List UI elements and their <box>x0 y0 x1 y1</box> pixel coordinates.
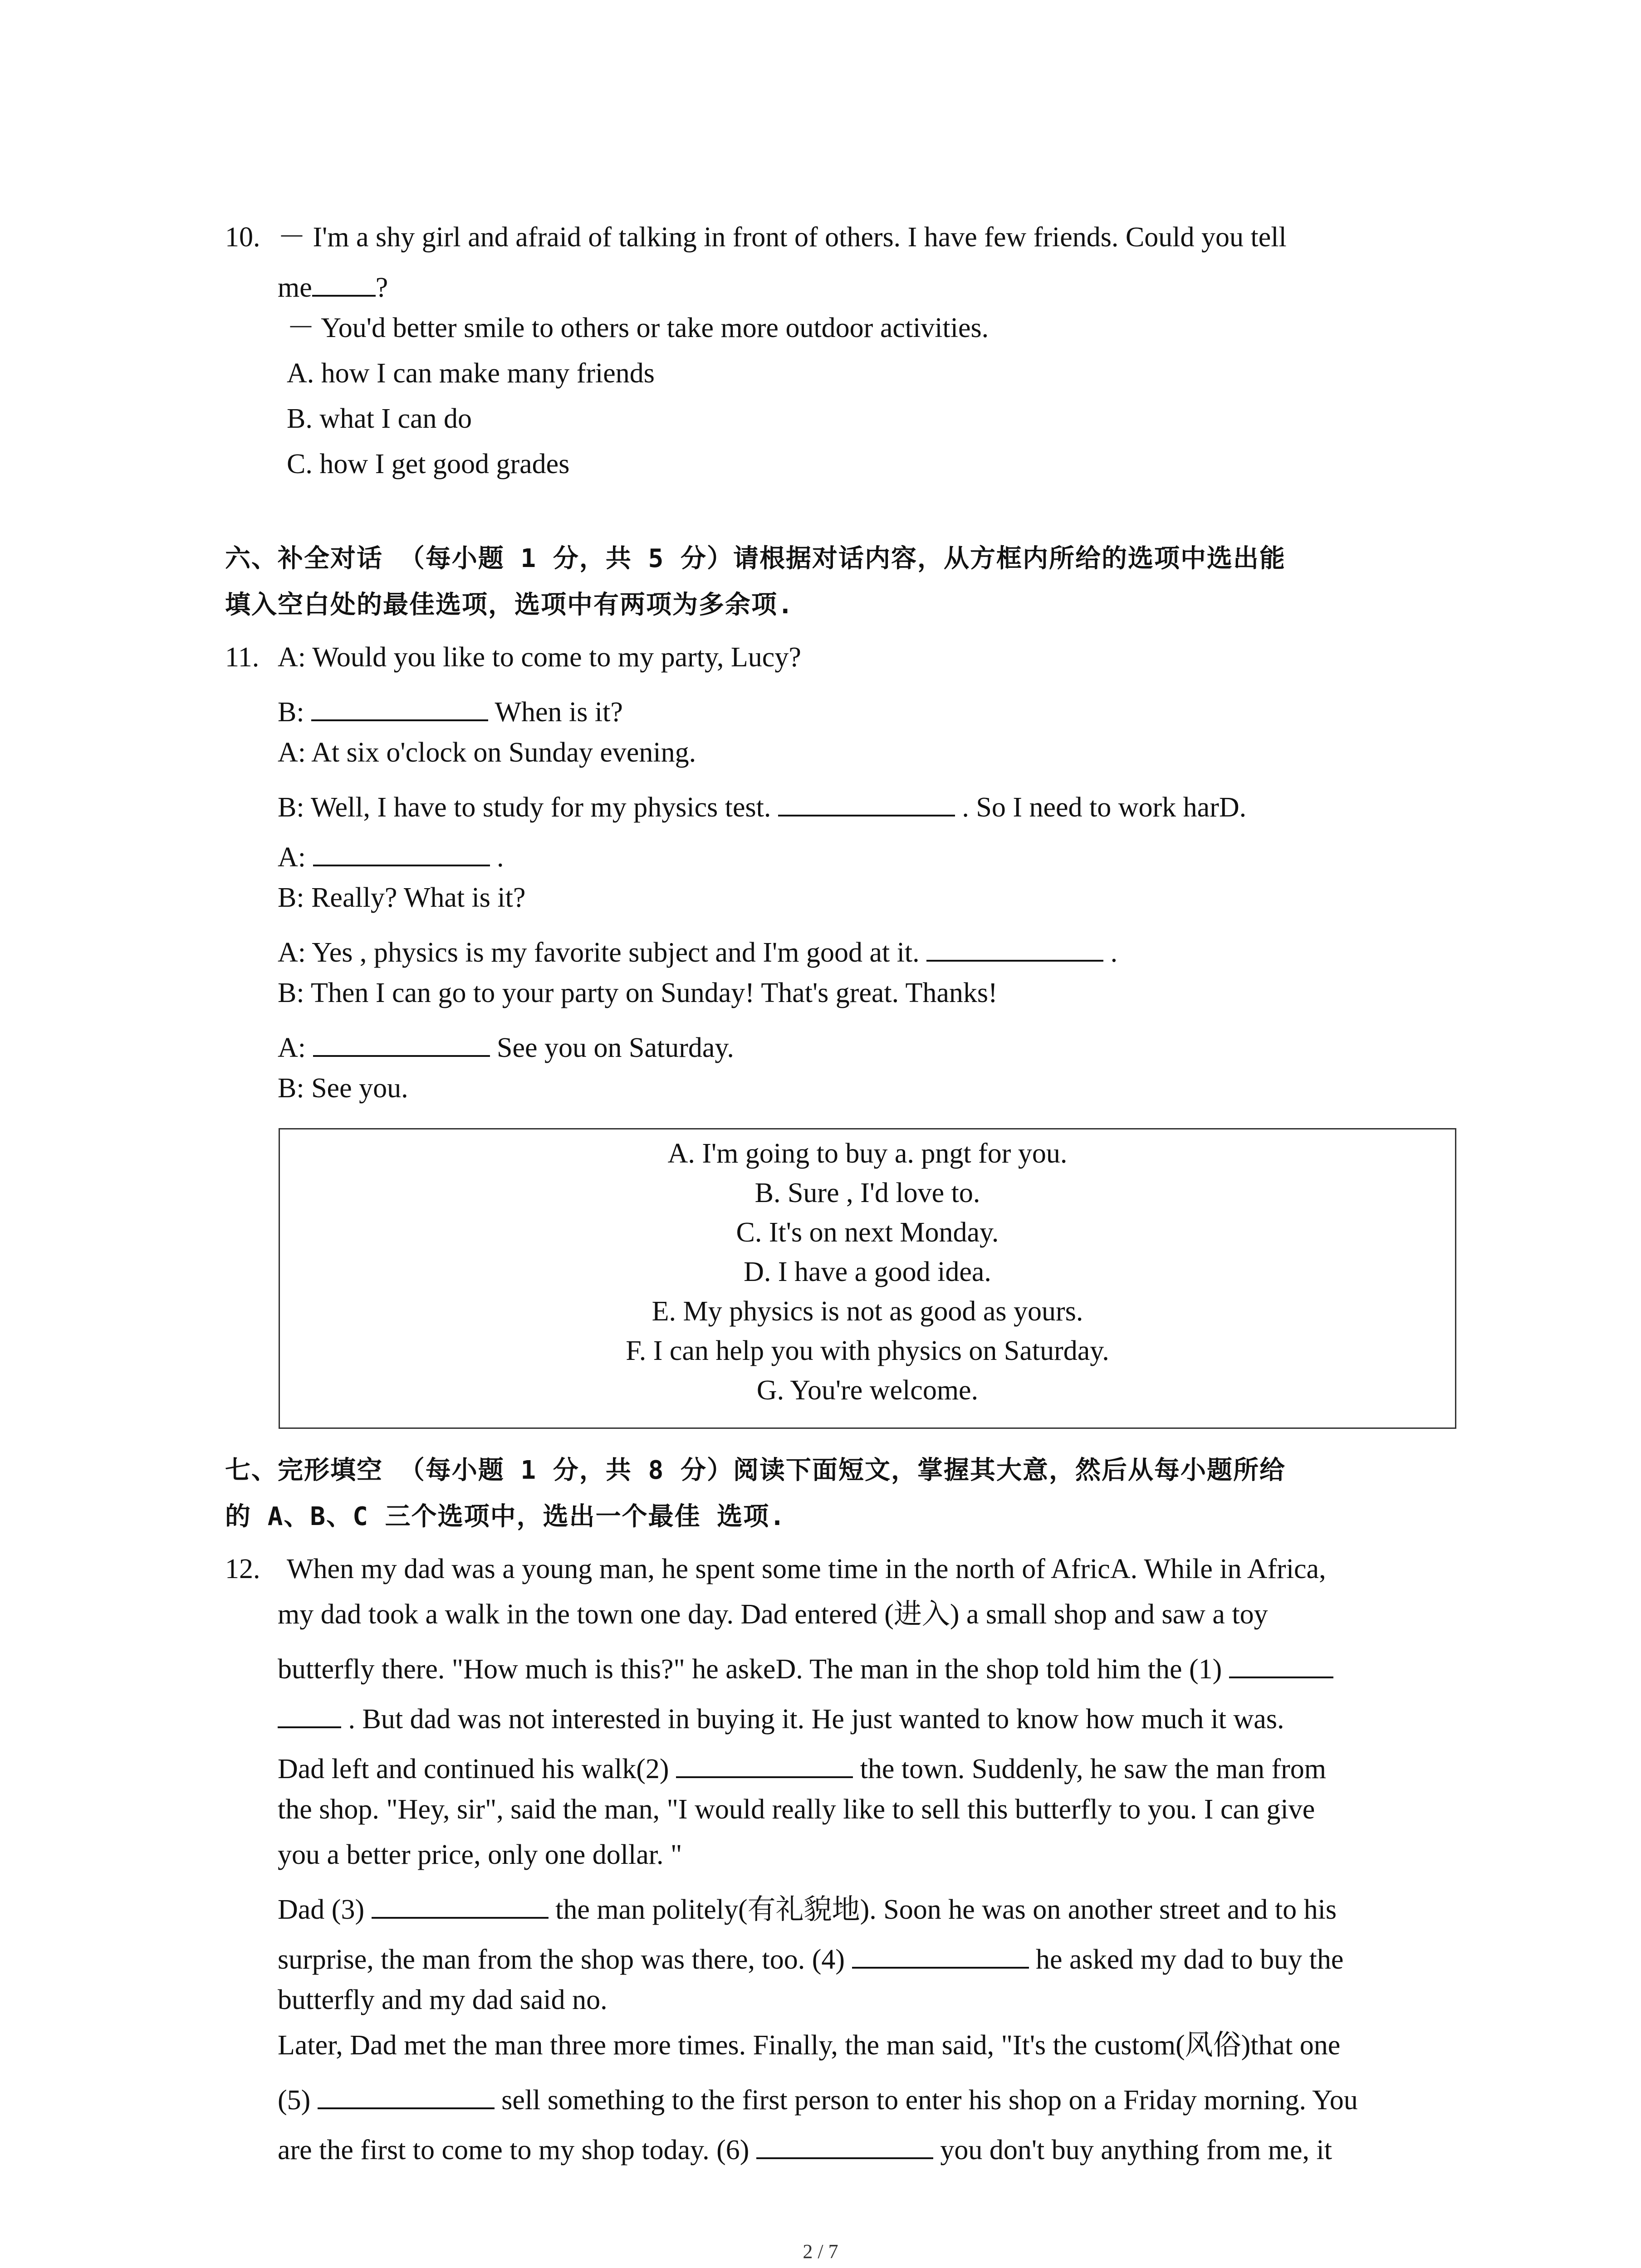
option-b: B. what I can do <box>287 403 472 434</box>
dialogue-line: A: Yes , physics is my favorite subject and I'm good at it. . <box>278 934 1117 967</box>
dialogue-line: A: At six o'clock on Sunday evening. <box>278 737 696 768</box>
passage-line: Later, Dad met the man three more times. Finally, the man said, "It's the custom(风俗)that one <box>278 2030 1341 2061</box>
box-option: D. I have a good idea. <box>744 1256 991 1287</box>
option-c: C. how I get good grades <box>287 449 570 479</box>
answer-blank[interactable] <box>676 1750 853 1778</box>
option-a: A. how I can make many friends <box>287 358 655 389</box>
answer-blank[interactable] <box>926 934 1103 962</box>
answer-blank[interactable] <box>1229 1650 1333 1678</box>
answer-blank[interactable] <box>778 788 955 816</box>
q10-line: － I'm a shy girl and afraid of talking in front of others. I have few friends. Could you tell <box>278 222 1287 253</box>
answer-blank[interactable] <box>372 1891 549 1919</box>
dialogue-line: A: . <box>278 838 504 871</box>
dialogue-line: B: See you. <box>278 1073 408 1104</box>
section-heading: 七、完形填空 （每小题 1 分，共 8 分）阅读下面短文，掌握其大意，然后从每小题所给 <box>225 1456 1286 1485</box>
passage-line: (5) sell something to the first person to enter his shop on a Friday morning. You <box>278 2081 1358 2114</box>
section-heading: 六、补全对话 （每小题 1 分，共 5 分）请根据对话内容，从方框内所给的选项中选出能 <box>225 544 1286 573</box>
question-number: 12. <box>225 1554 260 1584</box>
passage-line: are the first to come to my shop today. (6) you don't buy anything from me, it <box>278 2131 1332 2164</box>
answer-blank[interactable] <box>312 269 376 297</box>
box-option: A. I'm going to buy a. pngt for you. <box>667 1138 1068 1169</box>
passage-line: you a better price, only one dollar. " <box>278 1839 682 1870</box>
box-option: F. I can help you with physics on Saturday. <box>626 1335 1109 1366</box>
passage-line: butterfly there. "How much is this?" he askeD. The man in the shop told him the (1) <box>278 1650 1333 1683</box>
dialogue-line: B: Well, I have to study for my physics test. . So I need to work harD. <box>278 788 1246 821</box>
answer-blank[interactable] <box>313 838 490 866</box>
section-heading: 的 A、B、C 三个选项中，选出一个最佳 选项. <box>225 1502 786 1531</box>
answer-blank[interactable] <box>756 2131 933 2159</box>
passage-line: Dad (3) the man politely(有礼貌地). Soon he was on another street and to his <box>278 1891 1337 1924</box>
box-option: C. It's on next Monday. <box>736 1217 999 1248</box>
passage-line: Dad left and continued his walk(2) the town. Suddenly, he saw the man from <box>278 1750 1326 1783</box>
q10-line: me ? <box>278 269 388 302</box>
passage-line: butterfly and my dad said no. <box>278 1984 607 2015</box>
answer-blank[interactable] <box>311 693 488 721</box>
answer-blank[interactable] <box>318 2081 495 2109</box>
dialogue-line: B: When is it? <box>278 693 623 726</box>
answer-blank[interactable] <box>278 1700 341 1728</box>
box-option: G. You're welcome. <box>756 1375 979 1406</box>
question-number: 10. <box>225 222 260 253</box>
answer-blank[interactable] <box>313 1029 490 1057</box>
passage-line: the shop. "Hey, sir", said the man, "I would really like to sell this butterfly to you. I can give <box>278 1794 1315 1825</box>
dialogue-line: B: Then I can go to your party on Sunday! That's great. Thanks! <box>278 978 998 1008</box>
passage-line: my dad took a walk in the town one day. Dad entered (进入) a small shop and saw a toy <box>278 1599 1268 1630</box>
dialogue-line: B: Really? What is it? <box>278 882 526 913</box>
dialogue-line: A: Would you like to come to my party, Lucy? <box>278 642 801 673</box>
answer-blank[interactable] <box>852 1941 1029 1969</box>
question-number: 11. <box>225 642 260 673</box>
passage-line: surprise, the man from the shop was there, too. (4) he asked my dad to buy the <box>278 1941 1343 1974</box>
section-heading: 填入空白处的最佳选项，选项中有两项为多余项. <box>225 590 794 620</box>
dialogue-line: A: See you on Saturday. <box>278 1029 734 1062</box>
page-number: 2 / 7 <box>803 2240 838 2263</box>
box-option: E. My physics is not as good as yours. <box>652 1296 1083 1327</box>
q10-line: － You'd better smile to others or take more outdoor activities. <box>287 313 989 343</box>
passage-line: When my dad was a young man, he spent some time in the north of AfricA. While in Africa, <box>287 1554 1326 1584</box>
box-option: B. Sure , I'd love to. <box>754 1178 980 1208</box>
options-box <box>279 1128 1456 1429</box>
passage-line: . But dad was not interested in buying it. He just wanted to know how much it was. <box>278 1700 1284 1733</box>
